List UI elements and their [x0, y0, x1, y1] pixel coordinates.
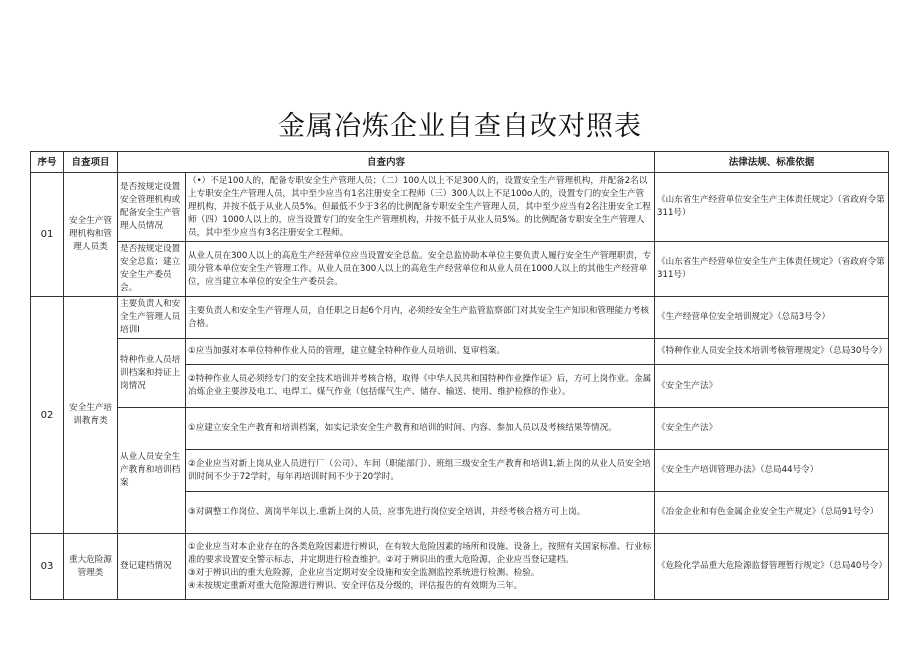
sub-item-cell: 从业人员安全生产教育和培训档案 — [118, 408, 186, 534]
content-line: ③对于辨识出的重大危险源，企业应当定期对安全设施和安全监测监控系统进行检测、检验。 — [188, 567, 540, 578]
table-row — [31, 408, 889, 450]
content-cell: ②特种作业人员必须经专门的安全技术培训并考核合格，取得《中华人民共和国特种作业操作证》后，方可上岗作业。金属冶炼企业主要涉及电工、电焊工、煤气作业（包括煤气生产、储存、输送、使用、维护检修的作业）。 — [186, 365, 655, 408]
table-row — [31, 534, 889, 600]
sub-item-cell: 登记建档情况 — [118, 534, 186, 600]
content-line: ①企业应当对本企业存在的各类危险因素进行辨识，在有较大危险因素的场所和设施、设备上，按照有关国家标准、行业标准的要求设置安全警示标志，并定期进行检查维护。②对于辨识出的重大危险源，企业应当登记建档。 — [188, 541, 652, 565]
content-line: ④未按规定重新对重大危险源进行辨识、安全评估及分级的，评估报告的有效期为三年。 — [188, 580, 523, 591]
sub-item-cell: 特种作业人员培训档案和持证上岗情况 — [118, 339, 186, 408]
sub-item-cell: 是否按规定设置安全管理机构或配备安全生产管理人员情况 — [118, 173, 186, 242]
header-law: 法律法规、标准依据 — [655, 152, 889, 173]
content-cell: ①应当加强对本单位特种作业人员的管理，建立健全特种作业人员培训、复审档案。 — [186, 339, 655, 365]
table-row — [31, 242, 889, 297]
law-cell: 《安全生产法》 — [655, 408, 889, 450]
table-row — [31, 339, 889, 365]
seq-cell: 02 — [31, 297, 64, 534]
item-cell: 重大危险源管理类 — [64, 534, 118, 600]
law-cell: 《生产经营单位安全培训规定》（总局3号令） — [655, 297, 889, 339]
seq-cell: 01 — [31, 173, 64, 297]
sub-item-cell: 是否按规定设置安全总监；建立安全生产委员会。 — [118, 242, 186, 297]
page-title: 金属冶炼企业自查自改对照表 — [278, 111, 642, 142]
item-cell: 安全生产培训教育类 — [64, 297, 118, 534]
seq-cell: 03 — [31, 534, 64, 600]
sub-item-cell: 主要负责人和安全生产管理人员培训I — [118, 297, 186, 339]
content-cell: ①应建立安全生产教育和培训档案，如实记录安全生产教育和培训的时间、内容、参加人员以及考核结果等情况。 — [186, 408, 655, 450]
header-seq: 序号 — [31, 152, 64, 173]
header-content: 自查内容 — [118, 152, 655, 173]
law-cell: 《山东省生产经营单位安全生产主体责任规定》（省政府令第311号） — [655, 242, 889, 297]
table-row — [31, 297, 889, 339]
content-cell: ③对调整工作岗位、离岗半年以上.重新上岗的人员，应事先进行岗位安全培训，并经考核合格方可上岗。 — [186, 492, 655, 534]
table-row — [31, 173, 889, 242]
item-cell: 安全生产管理机构和管理人员类 — [64, 173, 118, 297]
content-cell: ②企业应当对新上岗从业人员进行厂（公司）、车间（职能部门）、班组三级安全生产教育和培训1,新上岗的从业人员安全培训时间不少于72学时，每年再培训时间不少于20学时。 — [186, 450, 655, 492]
law-cell: 《安全生产法》 — [655, 365, 889, 408]
content-cell — [186, 534, 655, 600]
header-item: 自查项目 — [64, 152, 118, 173]
law-cell: 《冶金企业和有色金属企业安全生产规定》（总局91号令） — [655, 492, 889, 534]
content-cell: 从业人员在300人以上的高危生产经营单位应当设置安全总监。安全总监协助本单位主要负责人履行安全生产管理职责，专项分管本单位安全生产管理工作。从业人员在300人以上的高危生产经营单位和从业人员在1000人以上的其他生产经营单位，应当建立本单位的安全生产委员会。 — [186, 242, 655, 297]
law-cell: 《特种作业人员安全技术培训考核管理规定》（总局30号令） — [655, 339, 889, 365]
self-check-table — [30, 151, 889, 600]
header-row — [31, 152, 889, 173]
law-cell: 《山东省生产经营单位安全生产主体责任规定》（省政府令第311号） — [655, 173, 889, 242]
law-cell: 《危险化学品重大危险源监督管理暂行规定》（总局40号令） — [655, 534, 889, 600]
content-cell: （•）不足100人的，配备专职安全生产管理人员；（二）100人以上不足300人的，设置安全生产管理机构，并配备2名以上专职安全生产管理人员，其中至少应当有1名注册安全工程师（三）300人以上不足100o人的，设置专门的安全生产管理机构，并按不低于从业人员5%。但最低不少于3名的比例配备专职安全生产管理人员，其中至少应当有2名注册安全工程师（四）1000人以上的，应当设置专门的安全生产管理机构，并按不低于从业人员5%。的比例配备专职安全生产管理人员，其中至少应当有3名注册安全工程师。 — [186, 173, 655, 242]
content-cell: 主要负责人和安全生产管理人员，自任职之日起6个月内，必须经安全生产监管监察部门对其安全生产知识和管理能力考核合格。 — [186, 297, 655, 339]
law-cell: 《安全生产培训管理办法》（总局44号令） — [655, 450, 889, 492]
